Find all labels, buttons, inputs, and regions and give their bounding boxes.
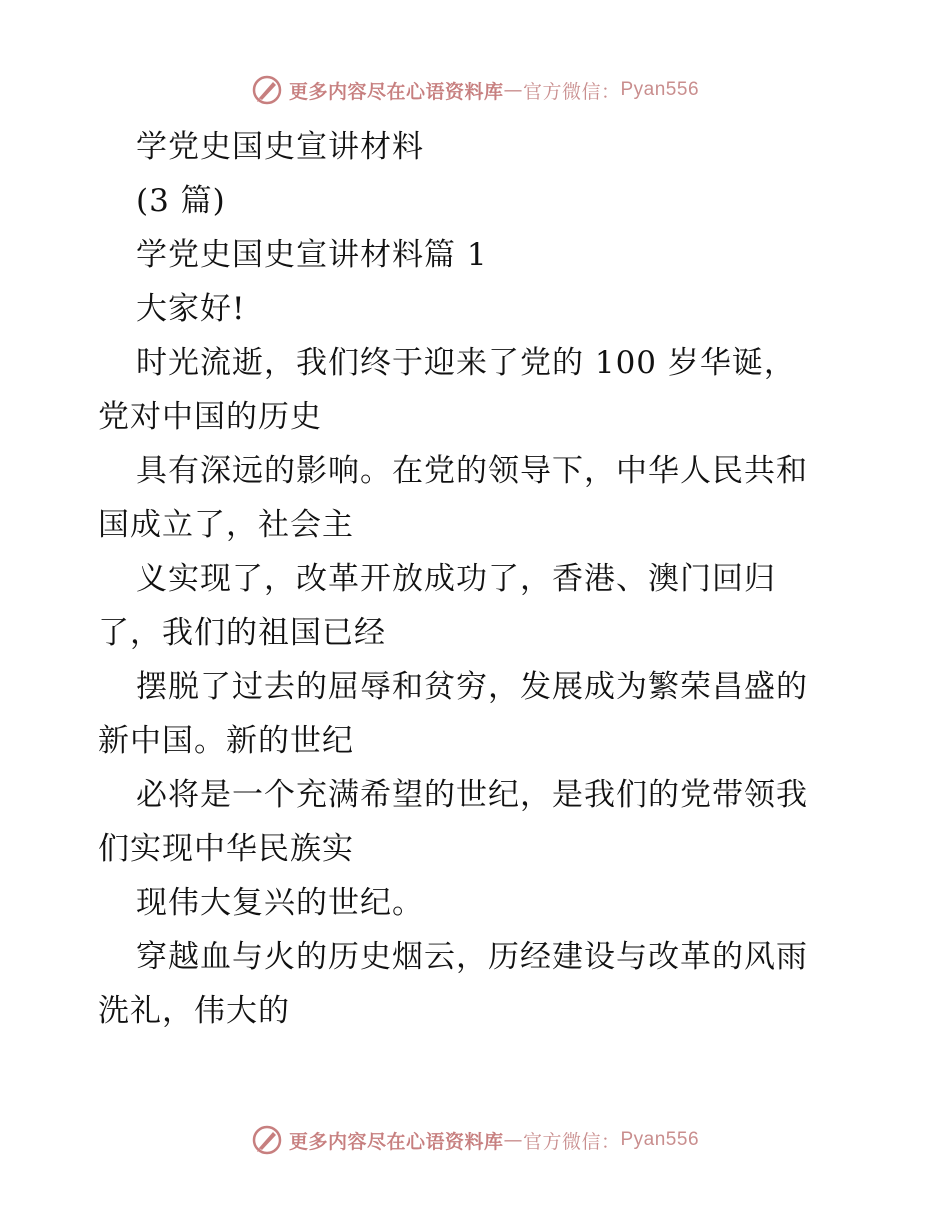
quill-pen-icon xyxy=(251,1124,283,1156)
paragraph-line: 国成立了，社会主 xyxy=(98,507,354,543)
quill-pen-icon xyxy=(251,74,283,106)
header-watermark xyxy=(0,70,950,110)
paragraph-line: 摆脱了过去的屈辱和贫穷，发展成为繁荣昌盛的 xyxy=(136,669,808,705)
footer-watermark xyxy=(0,1120,950,1160)
paragraph-line: 新中国。新的世纪 xyxy=(98,723,354,759)
watermark-separator: — xyxy=(503,1129,523,1151)
paragraph-line: 现伟大复兴的世纪。 xyxy=(136,885,424,921)
watermark-id: Pyan556 xyxy=(620,1129,700,1150)
paragraph-line: 穿越血与火的历史烟云，历经建设与改革的风雨 xyxy=(136,939,808,975)
document-subtitle: (3 篇) xyxy=(136,183,226,219)
watermark-id: Pyan556 xyxy=(620,79,700,100)
paragraph-line: 党对中国的历史 xyxy=(98,399,322,435)
paragraph-line: 必将是一个充满希望的世纪，是我们的党带领我 xyxy=(136,777,808,813)
paragraph-line: 洗礼，伟大的 xyxy=(98,993,290,1029)
document-title: 学党史国史宣讲材料 xyxy=(136,129,424,165)
paragraph-line: 义实现了，改革开放成功了，香港、澳门回归 xyxy=(136,561,776,597)
watermark-official-label: 官方微信： xyxy=(522,1130,621,1153)
paragraph-line: 时光流逝，我们终于迎来了党的 100 岁华诞， xyxy=(136,345,796,381)
paragraph-line: 了，我们的祖国已经 xyxy=(98,615,386,651)
watermark-main-text: 更多内容尽在心语资料库 xyxy=(288,80,504,103)
watermark-separator: — xyxy=(503,79,523,101)
paragraph-line: 具有深远的影响。在党的领导下，中华人民共和 xyxy=(136,453,808,489)
paragraph-line: 们实现中华民族实 xyxy=(98,831,354,867)
watermark-main-text: 更多内容尽在心语资料库 xyxy=(288,1130,504,1153)
section-heading: 学党史国史宣讲材料篇 1 xyxy=(136,237,488,273)
document-body xyxy=(98,120,858,1038)
greeting-line: 大家好! xyxy=(136,291,246,327)
watermark-official-label: 官方微信： xyxy=(522,80,621,103)
